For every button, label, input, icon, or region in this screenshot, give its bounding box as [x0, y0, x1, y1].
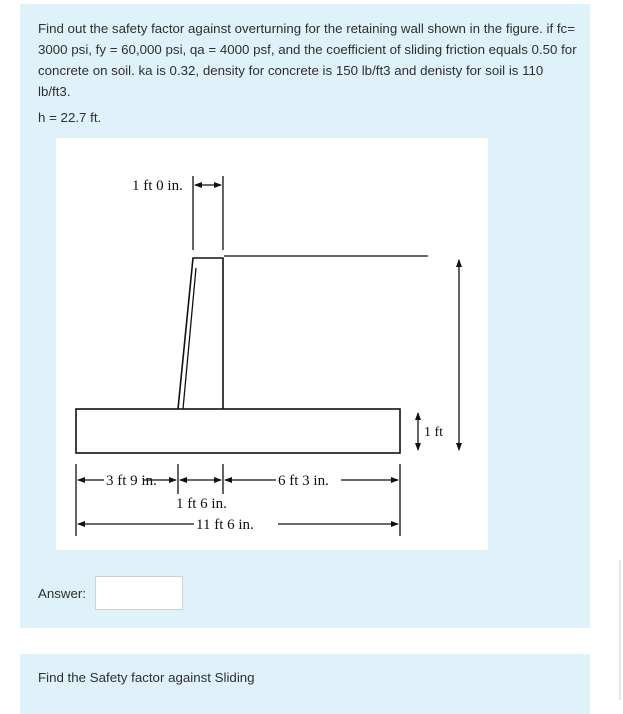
- question-card-2: [20, 654, 590, 714]
- retaining-wall-diagram: [56, 138, 488, 550]
- footing-thickness-label: 1 ft: [424, 425, 444, 440]
- total-width-label: 11 ft 6 in.: [196, 517, 254, 533]
- scrollbar-track[interactable]: [619, 560, 621, 700]
- stem-base-label: 1 ft 6 in.: [176, 496, 227, 512]
- question-card: [20, 4, 590, 628]
- footing: [76, 409, 400, 453]
- height-value: h = 22.7 ft.: [38, 110, 102, 125]
- question-2-text: Find the Safety factor against Sliding: [38, 670, 255, 685]
- retaining-wall-figure: [56, 138, 488, 550]
- question-text: Find out the safety factor against overturning for the retaining wall shown in the figure. if fc= 3000 psi, fy = 60,000 psi, qa = 4000 psf, and the coefficient of sliding friction equals 0.50 for concrete on soil. ka is 0.32, density for concrete is 150 lb/ft3 and denisty for soil is 110 lb/ft3.: [38, 21, 577, 99]
- stem-top-label: 1 ft 0 in.: [132, 178, 183, 194]
- answer-label: Answer:: [38, 586, 87, 601]
- toe-label: 3 ft 9 in.: [106, 473, 157, 489]
- answer-input[interactable]: [95, 576, 183, 610]
- heel-label: 6 ft 3 in.: [278, 473, 329, 489]
